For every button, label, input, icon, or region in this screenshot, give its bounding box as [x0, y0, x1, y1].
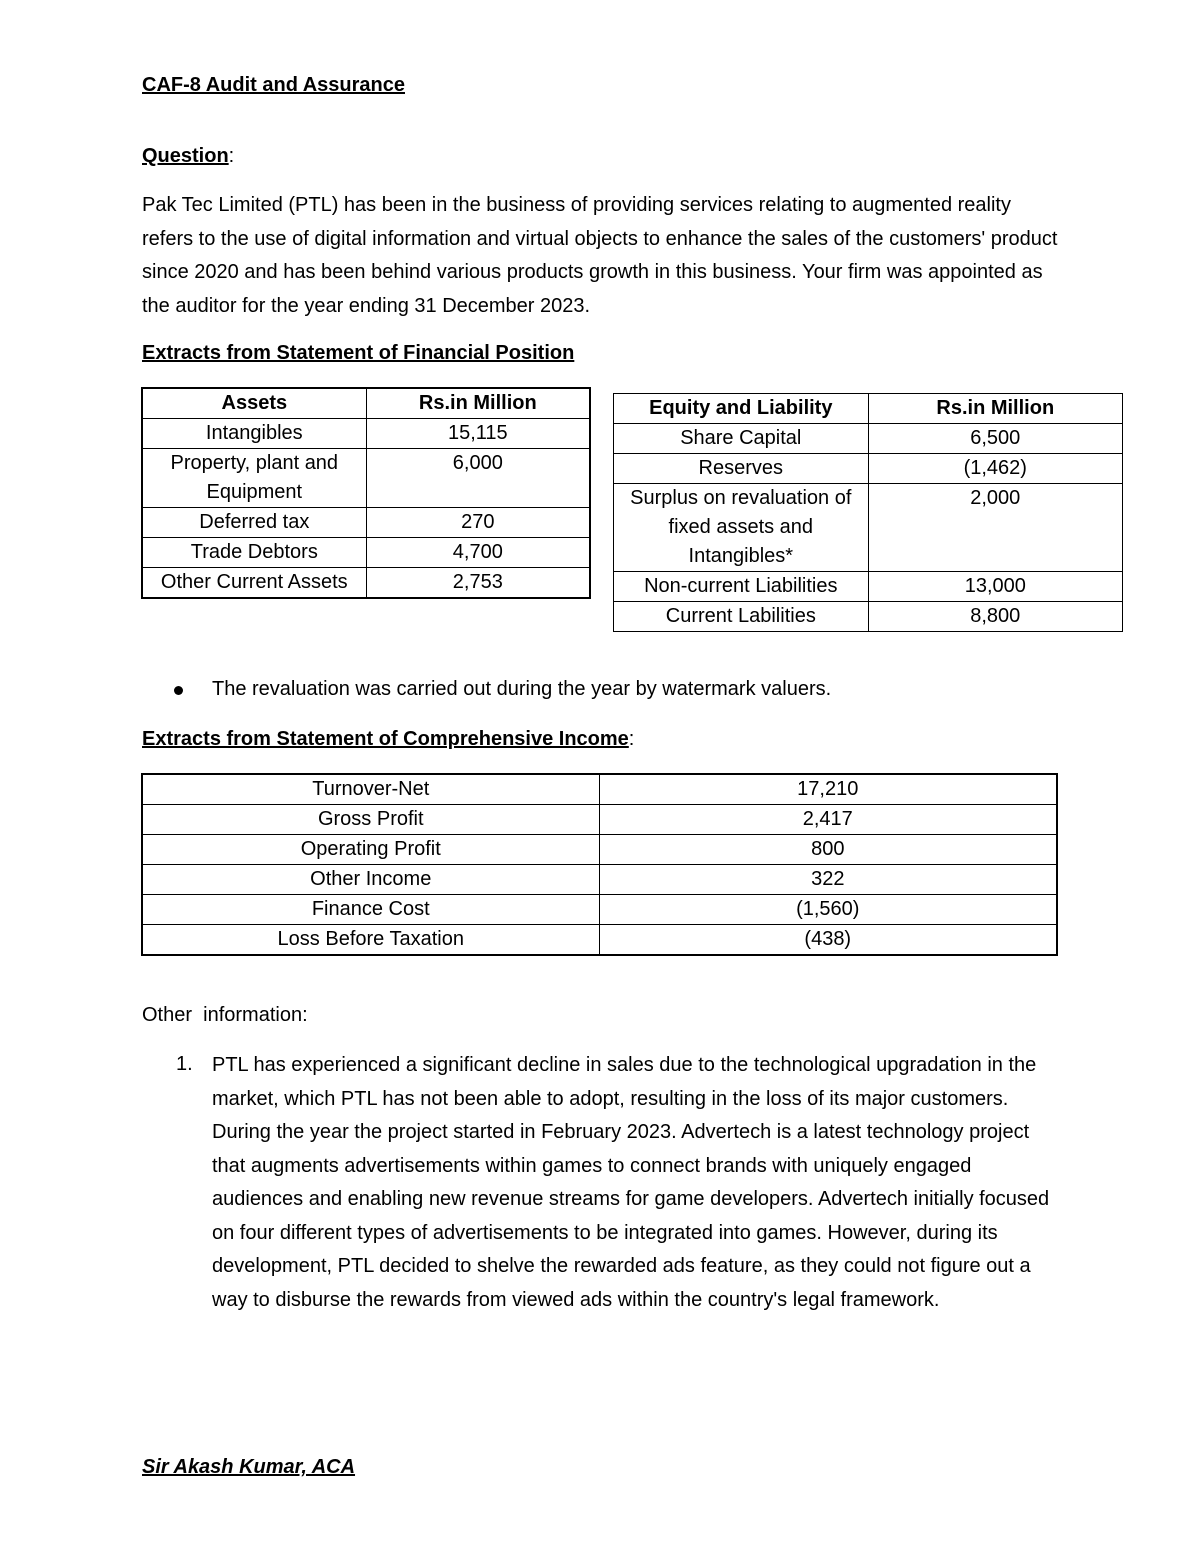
table-header-row	[142, 388, 590, 419]
table-row	[614, 424, 1123, 454]
sofp-heading: Extracts from Statement of Financial Position	[142, 342, 575, 364]
intro-paragraph: Pak Tec Limited (PTL) has been in the business of providing services relating to augmented reality refers to the use of digital information and virtual objects to enhance the sales of the customers' product since 2020 and has been behind various products growth in this business. Your firm was appointed as the auditor for the year ending 31 December 2023.	[142, 194, 1058, 317]
list-item: PTL has experienced a significant decline in sales due to the technological upgradation in the market, which PTL has not been able to adopt, resulting in the loss of its major customers. During the year the project started in February 2023. Advertech is a latest technology project that augments advertisements within games to connect brands with uniquely engaged audiences and enabling new revenue streams for game developers. Advertech initially focused on four different types of advertisements to be integrated into games. However, during its development, PTL decided to shelve the rewarded ads feature, as they could not figure out a way to disburse the rewards from viewed ads within the country's legal framework.	[212, 1054, 1050, 1311]
table-cell: 2,417	[599, 805, 1057, 835]
table-row	[142, 895, 1057, 925]
table-cell: Gross Profit	[142, 805, 599, 835]
table-cell: (1,462)	[868, 454, 1122, 484]
soci-heading-line	[142, 728, 634, 751]
question-colon: :	[228, 145, 235, 167]
table-cell: Turnover-Net	[142, 774, 599, 805]
table-cell: 15,115	[366, 419, 590, 449]
income-table	[141, 773, 1058, 956]
assets-table	[141, 387, 591, 599]
bullet-icon	[174, 686, 183, 695]
equity-header-label: Equity and Liability	[614, 394, 869, 424]
revaluation-note: The revaluation was carried out during the year by watermark valuers.	[212, 678, 832, 700]
soci-heading: Extracts from Statement of Comprehensive Income	[142, 728, 629, 750]
table-cell: (438)	[599, 925, 1057, 956]
table-cell: 8,800	[868, 602, 1122, 632]
table-cell: 322	[599, 865, 1057, 895]
table-cell: Reserves	[614, 454, 869, 484]
question-label: Question	[142, 145, 229, 167]
table-row	[142, 568, 590, 599]
equity-liability-table	[613, 393, 1123, 632]
table-row	[142, 774, 1057, 805]
table-cell: Trade Debtors	[142, 538, 366, 568]
other-info-label: Other information:	[142, 1004, 308, 1026]
equity-header-amount: Rs.in Million	[868, 394, 1122, 424]
table-cell: Property, plant and Equipment	[142, 449, 366, 508]
question-heading	[142, 145, 234, 168]
table-cell: Deferred tax	[142, 508, 366, 538]
assets-header-amount: Rs.in Million	[366, 388, 590, 419]
table-header-row	[614, 394, 1123, 424]
soci-colon: :	[628, 728, 635, 750]
table-cell: Share Capital	[614, 424, 869, 454]
table-cell: 13,000	[868, 572, 1122, 602]
table-cell: Loss Before Taxation	[142, 925, 599, 956]
table-row	[614, 484, 1123, 572]
table-row	[142, 805, 1057, 835]
footer-author: Sir Akash Kumar, ACA	[142, 1456, 356, 1478]
table-row	[142, 538, 590, 568]
table-row	[142, 835, 1057, 865]
table-cell: 800	[599, 835, 1057, 865]
table-cell: Operating Profit	[142, 835, 599, 865]
table-row	[614, 454, 1123, 484]
table-cell: 2,000	[868, 484, 1122, 572]
table-cell: Intangibles	[142, 419, 366, 449]
list-item-number: 1.	[176, 1053, 193, 1075]
table-row	[142, 508, 590, 538]
table-row	[614, 602, 1123, 632]
table-cell: 6,000	[366, 449, 590, 508]
table-row	[142, 449, 590, 508]
table-cell: Other Income	[142, 865, 599, 895]
table-cell: 2,753	[366, 568, 590, 599]
document-title: CAF-8 Audit and Assurance	[142, 74, 405, 96]
table-row	[142, 419, 590, 449]
table-cell: 4,700	[366, 538, 590, 568]
table-cell: Finance Cost	[142, 895, 599, 925]
table-cell: Current Labilities	[614, 602, 869, 632]
table-cell: Surplus on revaluation of fixed assets and Intangibles*	[614, 484, 869, 572]
table-cell: 270	[366, 508, 590, 538]
table-cell: 17,210	[599, 774, 1057, 805]
assets-header-label: Assets	[142, 388, 366, 419]
table-row	[614, 572, 1123, 602]
table-cell: Non-current Liabilities	[614, 572, 869, 602]
table-cell: Other Current Assets	[142, 568, 366, 599]
table-row	[142, 865, 1057, 895]
table-row	[142, 925, 1057, 956]
table-cell: 6,500	[868, 424, 1122, 454]
table-cell: (1,560)	[599, 895, 1057, 925]
